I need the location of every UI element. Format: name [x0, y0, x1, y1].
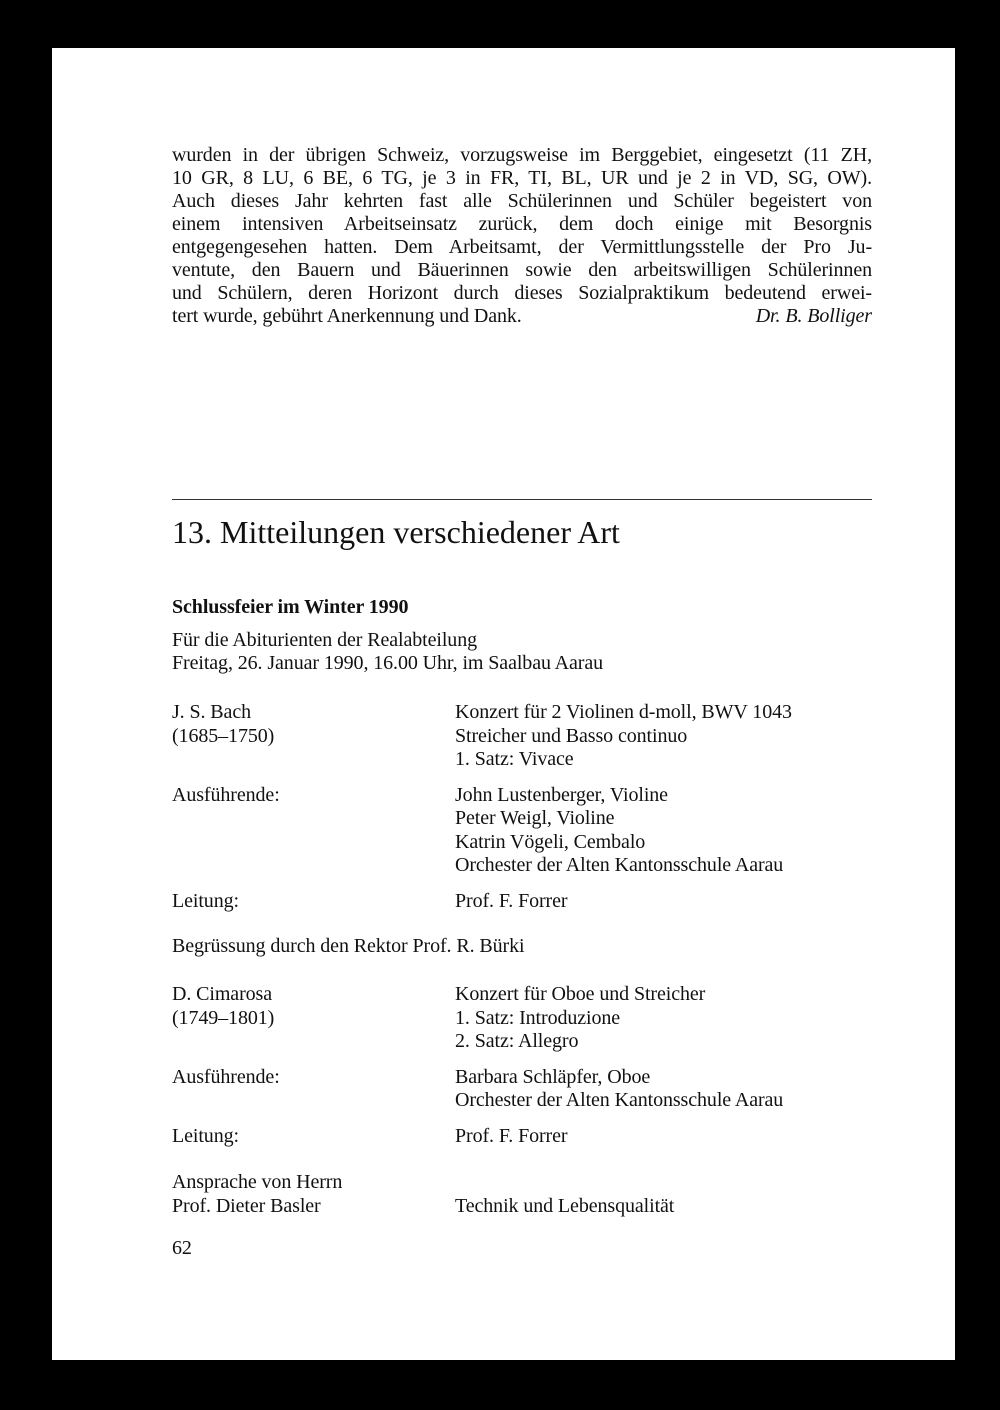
speech-topic: Technik und Lebensqualität [455, 1195, 675, 1217]
performer: Katrin Vögeli, Cembalo [455, 831, 646, 853]
page-number: 62 [172, 1237, 192, 1259]
text-line: wurden in der übrigen Schweiz, vorzugsweise im Berggebiet, eingesetzt (11 ZH, [172, 144, 872, 166]
lead-name: Prof. F. Forrer [455, 890, 568, 912]
signature: Dr. B. Bolliger [755, 305, 872, 327]
text-line: einem intensiven Arbeitseinsatz zurück, dem doch einige mit Besorgnis [172, 213, 872, 235]
section-divider [172, 499, 872, 500]
performers-label: Ausführende: [172, 1066, 280, 1088]
text-line: entgegengesehen hatten. Dem Arbeitsamt, der Vermittlungsstelle der Pro Ju- [172, 236, 872, 258]
performer: John Lustenberger, Violine [455, 784, 668, 806]
work-line: 1. Satz: Vivace [455, 748, 574, 770]
speech-label: Ansprache von Herrn [172, 1171, 343, 1193]
composer-dates: (1685–1750) [172, 725, 275, 747]
performer: Peter Weigl, Violine [455, 807, 615, 829]
performers-label: Ausführende: [172, 784, 280, 806]
work-line: 1. Satz: Introduzione [455, 1007, 621, 1029]
work-line: Konzert für Oboe und Streicher [455, 983, 706, 1005]
composer-dates: (1749–1801) [172, 1007, 275, 1029]
composer: D. Cimarosa [172, 983, 272, 1005]
speech-label: Prof. Dieter Basler [172, 1195, 321, 1217]
lead-name: Prof. F. Forrer [455, 1125, 568, 1147]
text-line: tert wurde, gebührt Anerkennung und Dank. [172, 305, 522, 327]
lead-label: Leitung: [172, 890, 239, 912]
text-line: Auch dieses Jahr kehrten fast alle Schülerinnen und Schüler begeistert von [172, 190, 872, 212]
lead-label: Leitung: [172, 1125, 239, 1147]
event-info: Für die Abiturienten der Realabteilung [172, 629, 478, 651]
performer: Barbara Schläpfer, Oboe [455, 1066, 651, 1088]
work-line: 2. Satz: Allegro [455, 1030, 579, 1052]
performer: Orchester der Alten Kantonsschule Aarau [455, 854, 784, 876]
performer: Orchester der Alten Kantonsschule Aarau [455, 1089, 784, 1111]
text-line: 10 GR, 8 LU, 6 BE, 6 TG, je 3 in FR, TI, BL, UR und je 2 in VD, SG, OW). [172, 167, 872, 189]
event-subtitle: Schlussfeier im Winter 1990 [172, 596, 409, 618]
text-line: und Schülern, deren Horizont durch dieses Sozialpraktikum bedeutend erwei- [172, 282, 872, 304]
greeting: Begrüssung durch den Rektor Prof. R. Bürki [172, 935, 525, 957]
text-line: ventute, den Bauern und Bäuerinnen sowie den arbeitswilligen Schülerinnen [172, 259, 872, 281]
event-info: Freitag, 26. Januar 1990, 16.00 Uhr, im Saalbau Aarau [172, 652, 604, 674]
work-line: Streicher und Basso continuo [455, 725, 688, 747]
section-title: 13. Mitteilungen verschiedener Art [172, 514, 620, 550]
composer: J. S. Bach [172, 701, 252, 723]
work-line: Konzert für 2 Violinen d-moll, BWV 1043 [455, 701, 792, 723]
